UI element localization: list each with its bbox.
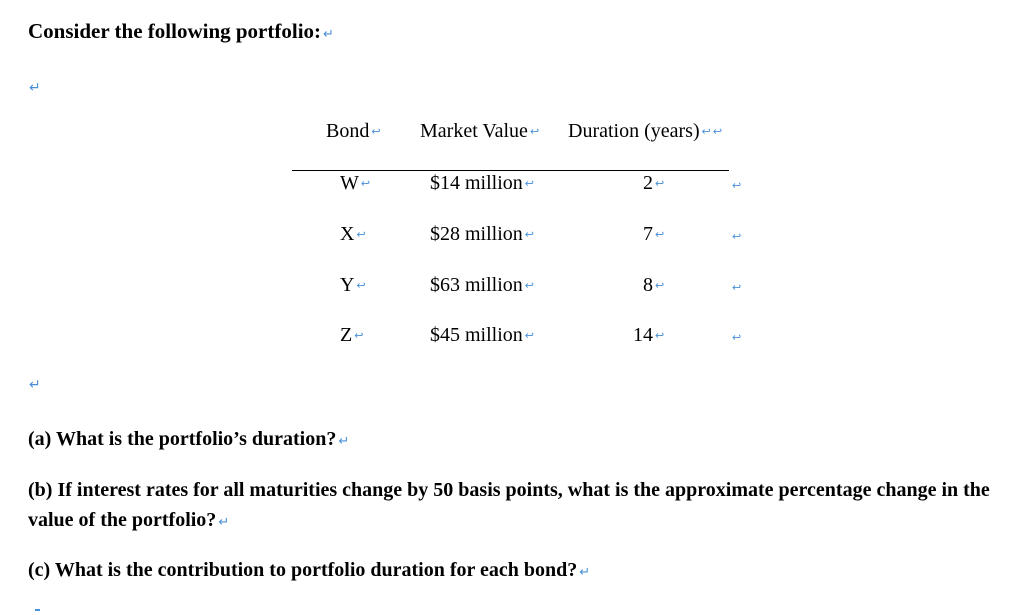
cell-mark-icon: ↩ xyxy=(655,228,665,241)
cell-mark-icon: ↩ xyxy=(356,228,366,241)
cell-mark-icon: ↩ xyxy=(354,329,364,342)
cut-off-mark xyxy=(35,609,40,611)
cell-mark-icon: ↩ xyxy=(524,279,535,292)
table-cell-market-value: $14 million ↩ xyxy=(430,172,535,194)
row-end-mark-icon: ↩ xyxy=(712,125,723,138)
table-cell-duration: 8 ↩ xyxy=(643,274,665,296)
paragraph-mark-icon: ↵ xyxy=(218,515,230,530)
cell-mark-icon: ↩ xyxy=(655,329,665,342)
table-cell-bond: Z ↩ xyxy=(340,324,364,346)
table-cell-duration: 14 ↩ xyxy=(633,324,665,346)
table-cell-bond: W ↩ xyxy=(340,172,371,194)
cell-mark-icon: ↩ xyxy=(524,329,535,342)
question-c: (c) What is the contribution to portfolio duration for each bond? ↵ xyxy=(28,555,1008,588)
column-header-duration: Duration (years) ↩ ↩ xyxy=(568,120,723,142)
row-end-mark-icon: ↩ xyxy=(732,281,742,294)
question-a: (a) What is the portfolio’s duration? ↵ xyxy=(28,424,1008,457)
table-header-rule xyxy=(292,170,729,171)
table-cell-market-value: $45 million ↩ xyxy=(430,324,535,346)
cell-mark-icon: ↩ xyxy=(360,177,371,190)
cell-mark-icon: ↩ xyxy=(655,279,665,292)
row-end-mark-icon: ↩ xyxy=(732,230,742,243)
question-b: (b) If interest rates for all maturities change by 50 basis points, what is the approximate percentage change in the value of the portfolio? ↵ xyxy=(28,475,1003,538)
paragraph-mark-icon: ↵ xyxy=(29,377,41,393)
column-header-market-value: Market Value ↩ xyxy=(420,120,540,142)
cell-mark-icon: ↩ xyxy=(524,228,535,241)
paragraph-mark-icon: ↵ xyxy=(29,80,41,96)
table-cell-duration: 7 ↩ xyxy=(643,223,665,245)
column-header-bond: Bond ↩ xyxy=(326,120,381,142)
cell-mark-icon: ↩ xyxy=(524,177,535,190)
table-cell-bond: X ↩ xyxy=(340,223,366,245)
table-cell-market-value: $63 million ↩ xyxy=(430,274,535,296)
table-cell-bond: Y ↩ xyxy=(340,274,366,296)
cell-mark-icon: ↩ xyxy=(701,125,711,138)
table-cell-market-value: $28 million ↩ xyxy=(430,223,535,245)
paragraph-mark-icon: ↵ xyxy=(579,565,591,580)
cell-mark-icon: ↩ xyxy=(371,125,381,138)
table-cell-duration: 2 ↩ xyxy=(643,172,665,194)
cell-mark-icon: ↩ xyxy=(356,279,366,292)
cell-mark-icon: ↩ xyxy=(655,177,665,190)
paragraph-mark-icon: ↵ xyxy=(323,27,334,42)
cell-mark-icon: ↩ xyxy=(529,125,540,138)
row-end-mark-icon: ↩ xyxy=(732,179,742,192)
heading-text: Consider the following portfolio: xyxy=(28,19,322,43)
paragraph-mark-icon: ↵ xyxy=(338,434,350,449)
row-end-mark-icon: ↩ xyxy=(732,331,742,344)
